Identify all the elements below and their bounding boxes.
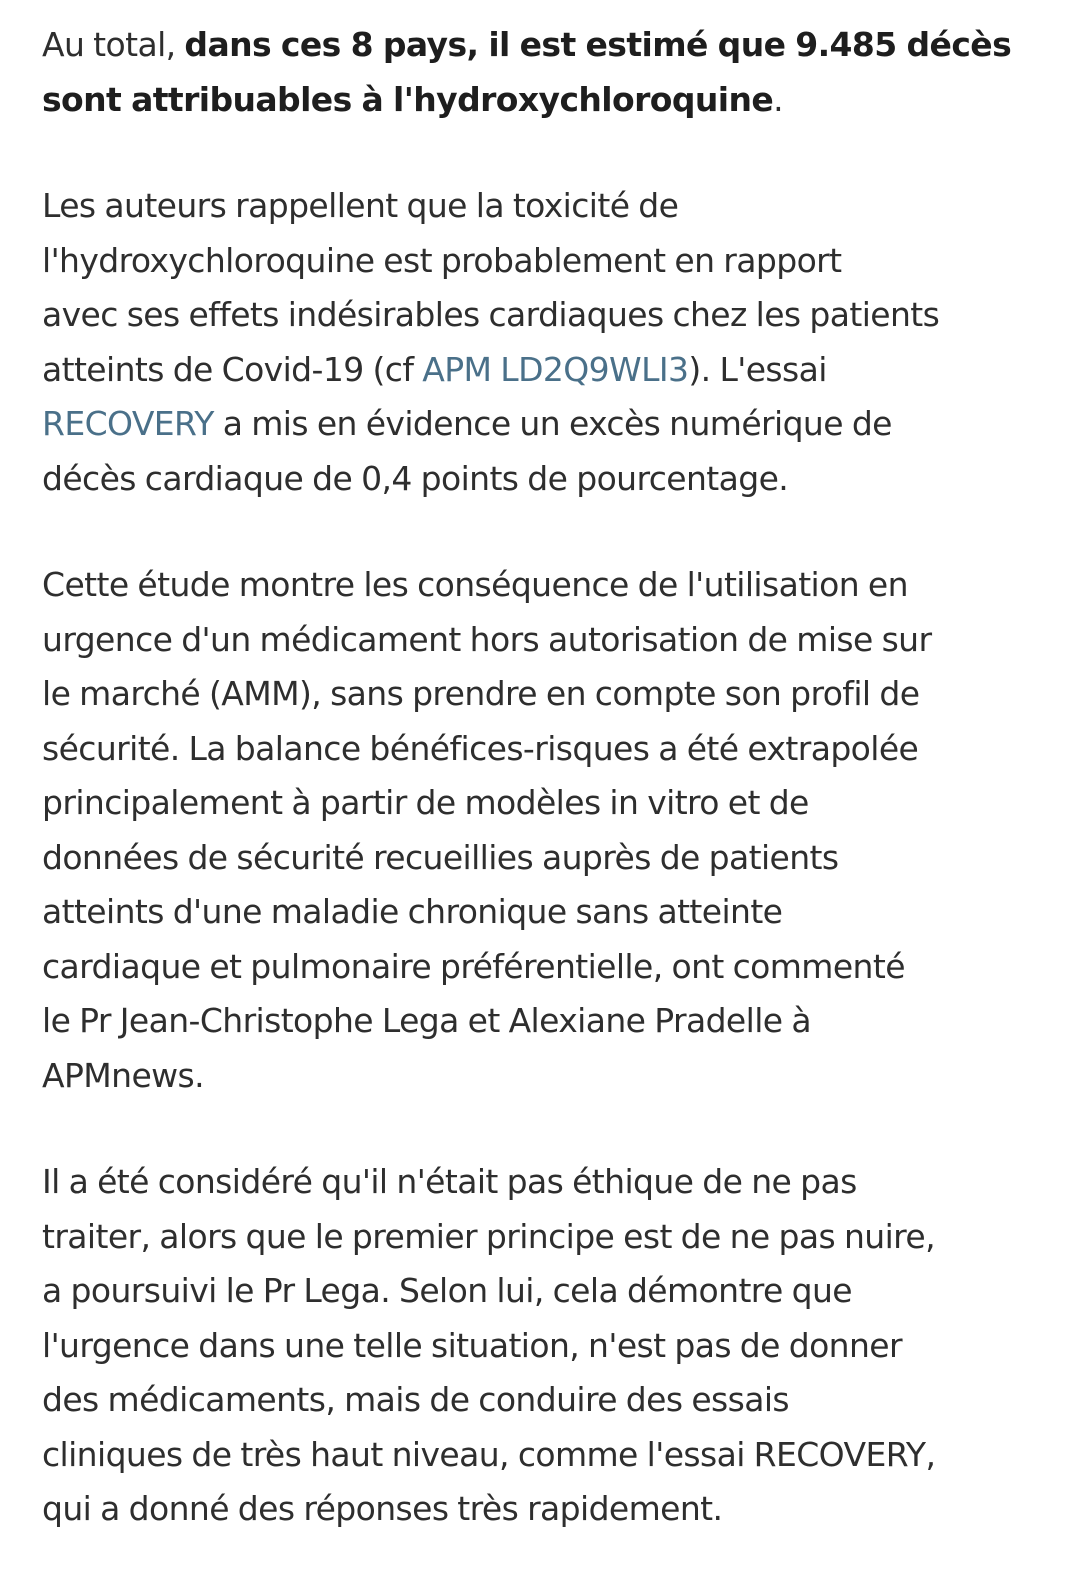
apm-reference-link[interactable]: APM LD2Q9WLI3 xyxy=(422,349,689,389)
article-body xyxy=(42,18,1052,1589)
text-line xyxy=(42,397,1052,452)
text-line: cardiaque et pulmonaire préférentielle, ont commenté xyxy=(42,946,905,986)
text-line: traiter, alors que le premier principe est de ne pas nuire, xyxy=(42,1216,936,1256)
bold-text: dans ces 8 pays, il est estimé que 9.485 décès xyxy=(184,25,1012,64)
text-segment: . xyxy=(773,79,784,119)
text-line: le Pr Jean-Christophe Lega et Alexiane Pradelle à xyxy=(42,1001,811,1040)
text-line: des médicaments, mais de conduire des essais xyxy=(42,1380,790,1419)
text-line xyxy=(42,18,1052,73)
text-line: le marché (AMM), sans prendre en compte son profil de xyxy=(42,674,920,713)
text-line: données de sécurité recueillies auprès de patients xyxy=(42,837,839,877)
text-segment: a mis en évidence un excès numérique de xyxy=(213,404,892,443)
text-line xyxy=(42,343,1052,398)
recovery-link[interactable]: RECOVERY xyxy=(42,404,214,443)
text-line: APMnews. xyxy=(42,1055,205,1095)
text-line: urgence d'un médicament hors autorisation de mise sur xyxy=(42,619,932,659)
text-line: Il a été considéré qu'il n'était pas éthique de ne pas xyxy=(42,1162,857,1201)
text-line: l'urgence dans une telle situation, n'est pas de donner xyxy=(42,1325,902,1365)
text-segment: ). L'essai xyxy=(688,349,827,389)
text-line: avec ses effets indésirables cardiaques chez les patients xyxy=(42,295,940,334)
paragraph-ethics xyxy=(42,1155,1052,1537)
text-line: l'hydroxychloroquine est probablement en rapport xyxy=(42,240,842,280)
text-line: sécurité. La balance bénéfices-risques a été extrapolée xyxy=(42,728,919,768)
text-line: principalement à partir de modèles in vitro et de xyxy=(42,783,809,822)
text-line: décès cardiaque de 0,4 points de pourcentage. xyxy=(42,458,789,498)
paragraph-toxicity xyxy=(42,179,1052,506)
text-line: qui a donné des réponses très rapidement. xyxy=(42,1489,723,1528)
paragraph-summary xyxy=(42,18,1052,127)
text-segment: atteints de Covid-19 (cf xyxy=(42,349,423,389)
text-line: cliniques de très haut niveau, comme l'essai RECOVERY, xyxy=(42,1434,936,1474)
text-line xyxy=(42,73,1052,128)
bold-text: sont attribuables à l'hydroxychloroquine xyxy=(42,79,774,119)
text-line: a poursuivi le Pr Lega. Selon lui, cela démontre que xyxy=(42,1271,853,1310)
paragraph-study-consequences xyxy=(42,558,1052,1103)
text-segment: Au total, xyxy=(42,25,185,64)
text-line: Cette étude montre les conséquence de l'utilisation en xyxy=(42,565,908,604)
text-line: atteints d'une maladie chronique sans atteinte xyxy=(42,892,783,931)
text-line: Les auteurs rappellent que la toxicité de xyxy=(42,186,679,225)
